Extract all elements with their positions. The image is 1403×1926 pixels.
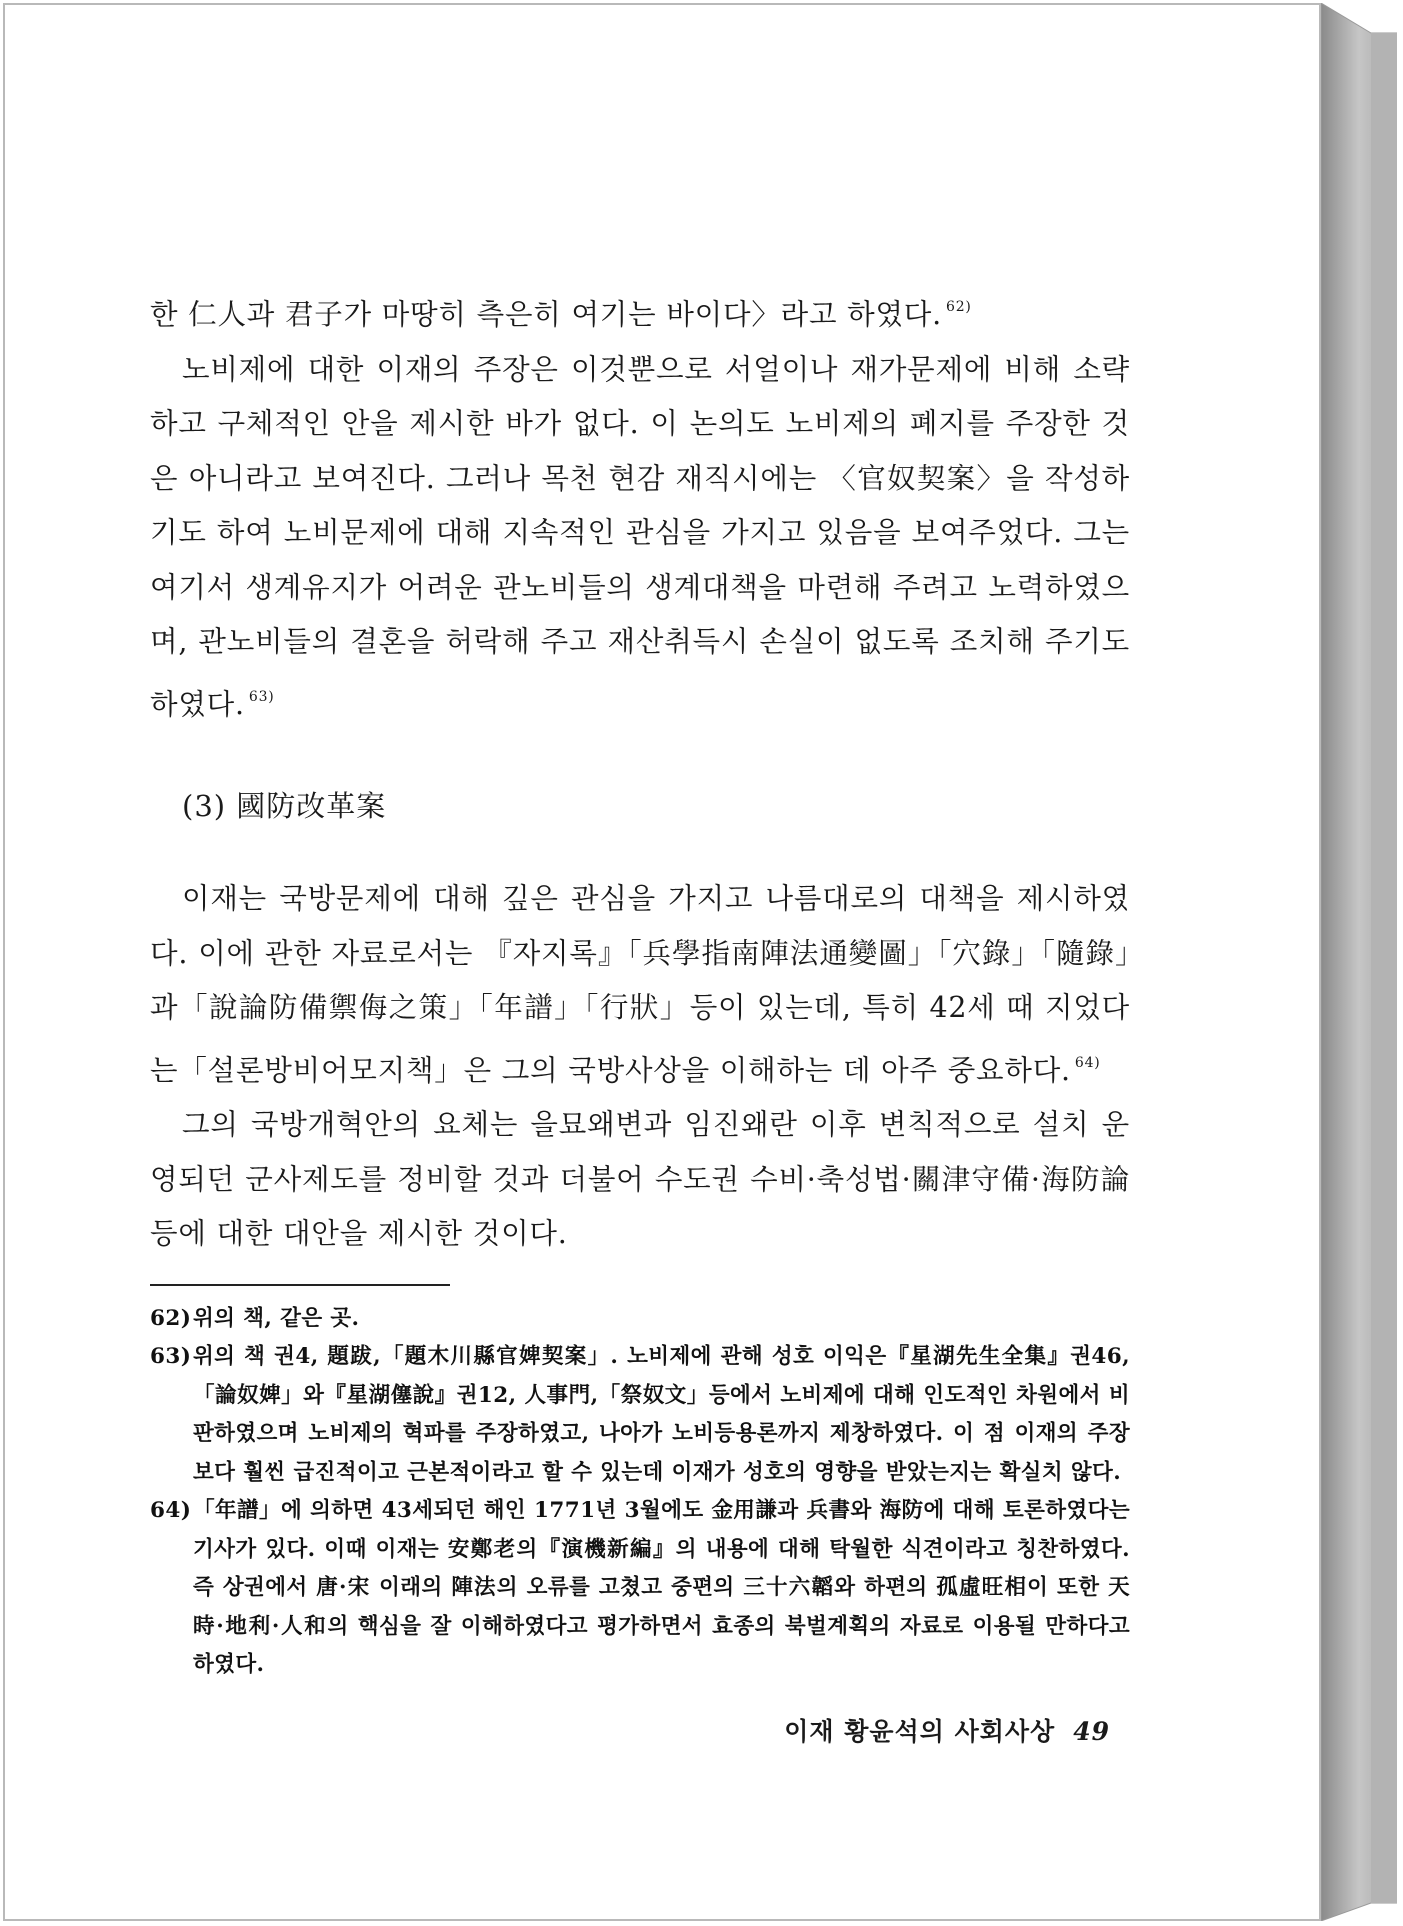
running-footer [150, 1712, 1110, 1748]
footnote-divider [150, 1284, 450, 1286]
footnote-text: 「年譜」에 의하면 43세되던 해인 1771년 3월에도 金用謙과 兵書와 海防에 대해 토론하였다는 기사가 있다. 이때 이재는 安鄭老의『演機新編』의 내용에 대해 탁월한 식견이라고 칭찬하였다. 즉 상권에서 唐·宋 이래의 陣法의 오류를 고쳤고 중편의 三十六韜와 하편의 孤虛旺相이 또한 天時·地利·人和의 핵심을 잘 이해하였다고 평가하면서 효종의 북벌계획의 자료로 이용될 만하다고 하였다. [193, 1498, 1130, 1677]
paragraph-1 [150, 280, 1130, 343]
footnote-63 [150, 1338, 1130, 1492]
footnote-ref-64[interactable]: 64) [1074, 1054, 1101, 1071]
footnote-number: 62) [150, 1305, 192, 1331]
paragraph-2 [150, 343, 1130, 733]
section-heading: (3) 國防改革案 [182, 789, 387, 823]
footnote-64 [150, 1492, 1130, 1685]
footnote-number: 63) [150, 1344, 192, 1369]
footnote-62 [150, 1300, 1130, 1339]
paragraph-3-text: 이재는 국방문제에 대해 깊은 관심을 가지고 나름대로의 대책을 제시하였다. 이에 관한 자료로서는 『자지록』「兵學指南陣法通變圖」「穴錄」「隨錄」과「說論防備禦侮之策」「年譜」「行狀」등이 있는데, 특히 42세 때 지었다는「설론방비어모지책」은 그의 국방사상을 이해하는 데 아주 중요하다. [150, 882, 1130, 1087]
paragraph-1-text: 한 仁人과 君子가 마땅히 측은히 여기는 바이다〉라고 하였다. [150, 298, 942, 331]
page-content [150, 280, 1130, 1685]
footnote-ref-62[interactable]: 62) [946, 299, 972, 315]
paragraph-2-text: 노비제에 대한 이재의 주장은 이것뿐으로 서얼이나 재가문제에 비해 소략하고 구체적인 안을 제시한 바가 없다. 이 논의도 노비제의 폐지를 주장한 것은 아니라고 보여진다. 그러나 목천 현감 재직시에는 〈官奴契案〉을 작성하기도 하여 노비문제에 대해 지속적인 관심을 가지고 있음을 보여주었다. 그는 여기서 생계유지가 어려운 관노비들의 생계대책을 마련해 주려고 노력하였으며, 관노비들의 결혼을 허락해 주고 재산취득시 손실이 없도록 조치해 주기도 하였다. [150, 352, 1130, 721]
book-page-edge [1321, 3, 1397, 1921]
page-number: 49 [1073, 1717, 1110, 1746]
footnote-ref-63[interactable]: 63) [248, 688, 275, 705]
running-footer-title: 이재 황윤석의 사회사상 [784, 1717, 1056, 1746]
footnote-text: 위의 책, 같은 곳. [193, 1305, 360, 1331]
paragraph-4: 그의 국방개혁안의 요체는 을묘왜변과 임진왜란 이후 변칙적으로 설치 운영되던 군사제도를 정비할 것과 더불어 수도권 수비·축성법·關津守備·海防論 등에 대한 대안을 제시한 것이다. [150, 1108, 1130, 1250]
paragraph-3 [150, 872, 1130, 1098]
footnote-text: 위의 책 권4, 題跋,「題木川縣官婢契案」. 노비제에 관해 성호 이익은『星湖先生全集』권46,「論奴婢」와『星湖僿說』권12, 人事門,「祭奴文」등에서 노비제에 대해 인도적인 차원에서 비판하였으며 노비제의 혁파를 주장하였고, 나아가 노비등용론까지 제창하였다. 이 점 이재의 주장보다 훨씬 급진적이고 근본적이라고 할 수 있는데 이재가 성호의 영향을 받았는지는 확실치 않다. [193, 1344, 1130, 1485]
footnote-number: 64) [150, 1498, 192, 1523]
